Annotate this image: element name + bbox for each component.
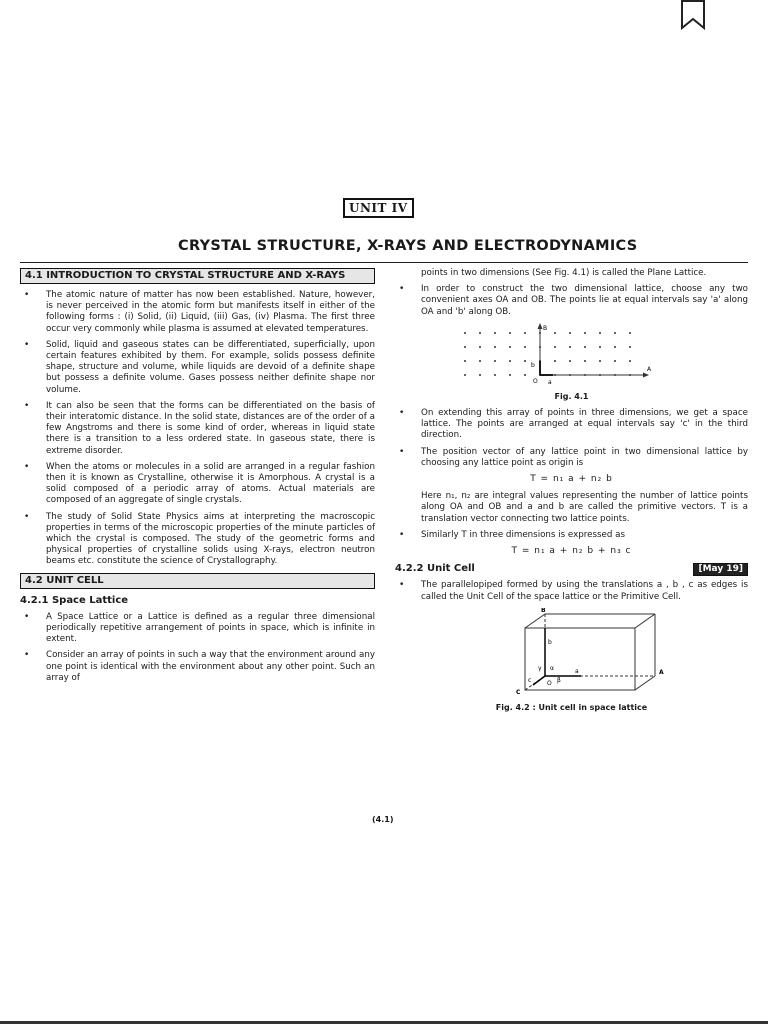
- arrow-head-b: [538, 323, 543, 329]
- list-item: • On extending this array of points in three dimensions, we get a space lattice. The points are arranged at equal intervals say 'c' in the third direction.: [395, 408, 748, 442]
- fig42-label-o: O: [547, 679, 552, 687]
- fig41-label-origin: O: [533, 377, 538, 385]
- fig41-label-a-axis: A: [647, 365, 652, 373]
- fig41-label-b-axis: B: [543, 324, 548, 332]
- subsection-heading-4-2-1: 4.2.1 Space Lattice: [20, 594, 129, 606]
- lattice-points: [464, 332, 631, 376]
- page-title: CRYSTAL STRUCTURE, X-RAYS AND ELECTRODYNAMICS: [178, 238, 638, 254]
- fig42-label-alpha: α: [550, 664, 554, 672]
- fig42-label-vc: c: [528, 676, 532, 684]
- fig42-label-gamma: γ: [538, 664, 542, 672]
- fig42-label-beta: β: [557, 676, 561, 684]
- fig42-label-b: B: [541, 607, 546, 614]
- subsection-title: 4.2.2 Unit Cell: [395, 563, 475, 575]
- continued-text: points in two dimensions (See Fig. 4.1) is called the Plane Lattice.: [421, 268, 707, 278]
- list-item: • The parallelopiped formed by using the translations a , b , c as edges is called the Unit Cell of the space lattice or the Primitive Cell.: [395, 580, 748, 602]
- list-item: • A Space Lattice or a Lattice is defined as a regular three dimensional periodically repetitive arrangement of points in space, which is infinite in extent.: [20, 612, 375, 646]
- left-column: [20, 268, 375, 689]
- page-number: (4.1): [372, 815, 394, 824]
- list-item: • It can also be seen that the forms can be differentiated on the basis of their interatomic distance. In the solid state, distances are of the order of a few Angstroms and there is some kind of order, whereas in liquid state there is a transition to a less ordered state. In gaseous state, there is extreme disorder.: [20, 401, 375, 457]
- figure-4-1-caption: Fig. 4.1: [554, 391, 589, 401]
- list-item: • In order to construct the two dimensional lattice, choose any two convenient axes OA and OB. The points lie at equal intervals say 'a' along OA and 'b' along OB.: [395, 284, 748, 318]
- arrow-head-a: [643, 372, 649, 377]
- exam-year-badge: [May 19]: [693, 563, 748, 576]
- list-item: • Consider an array of points in such a way that the environment around any one point is identical with the environment about any other point. Such an array of: [20, 650, 375, 684]
- equation-translation-3d: T = n₁ a + n₂ b + n₃ c: [511, 546, 632, 557]
- bookmark-icon[interactable]: [680, 0, 706, 30]
- fig42-label-vb: b: [548, 638, 552, 646]
- right-column: [395, 268, 748, 719]
- vector-c-edge: [533, 676, 545, 685]
- title-divider: [20, 262, 748, 263]
- fig42-label-va: a: [575, 667, 579, 675]
- list-item: • The atomic nature of matter has now been established. Nature, however, is never perceived in the atomic form but manifests itself in either of the following forms : (i) Solid, (ii) Liquid, (iii) Gas, (iv) Plasma. The first three occur very commonly while plasma is assumed at elevated temperatures.: [20, 290, 375, 335]
- right-list-4: [395, 580, 748, 602]
- fig41-label-vec-b: b: [531, 361, 535, 369]
- list-item: • The study of Solid State Physics aims at interpreting the macroscopic properties in terms of the microscopic properties of the minute particles of which the crystal is composed. The study of the geometric forms and physical properties of crystalline solids using X-rays, electron neutron beams etc. constitute the science of Crystallography.: [20, 512, 375, 568]
- fig42-label-c: C: [516, 688, 521, 696]
- unit-cell-figure: [495, 608, 675, 700]
- figure-4-2-caption: Fig. 4.2 : Unit cell in space lattice: [495, 702, 648, 712]
- fig42-label-a: A: [659, 668, 664, 676]
- right-list-2: [395, 408, 748, 469]
- primitive-vectors-paragraph: Here n₁, n₂ are integral values representing the number of lattice points along OA and OB and a and b are called the primitive vectors. T is a translation vector connecting two lattice points.: [421, 491, 748, 524]
- list-item: • Solid, liquid and gaseous states can be differentiated, superficially, upon certain features exhibited by them. For example, solids possess definite shape, structure and volume, while liquids are devoid of a definite shape but possess a definite volume. Gases possess neither definite shape nor volume.: [20, 340, 375, 396]
- list-item: • When the atoms or molecules in a solid are arranged in a regular fashion then it is known as Crystalline, otherwise it is Amorphous. A crystal is a solid composed of a periodic array of atoms. Actual materials are composed of an aggregate of single crystals.: [20, 462, 375, 507]
- equation-translation-2d: T = n₁ a + n₂ b: [530, 474, 613, 485]
- list-item: • Similarly T in three dimensions is expressed as: [395, 530, 748, 541]
- section-4-1-list: [20, 290, 375, 568]
- section-heading-4-1: 4.1 INTRODUCTION TO CRYSTAL STRUCTURE AND X-RAYS: [20, 268, 375, 284]
- unit-label: UNIT IV: [343, 198, 414, 218]
- plane-lattice-figure: [455, 323, 655, 389]
- subsection-heading-4-2-2: [395, 563, 748, 574]
- section-4-2-1-list: [20, 612, 375, 684]
- right-list-1: [395, 284, 748, 318]
- section-heading-4-2: 4.2 UNIT CELL: [20, 573, 375, 589]
- list-item: • The position vector of any lattice point in two dimensional lattice by choosing any lattice point as origin is: [395, 447, 748, 469]
- fig41-label-vec-a: a: [548, 378, 552, 386]
- right-list-3: [395, 530, 748, 541]
